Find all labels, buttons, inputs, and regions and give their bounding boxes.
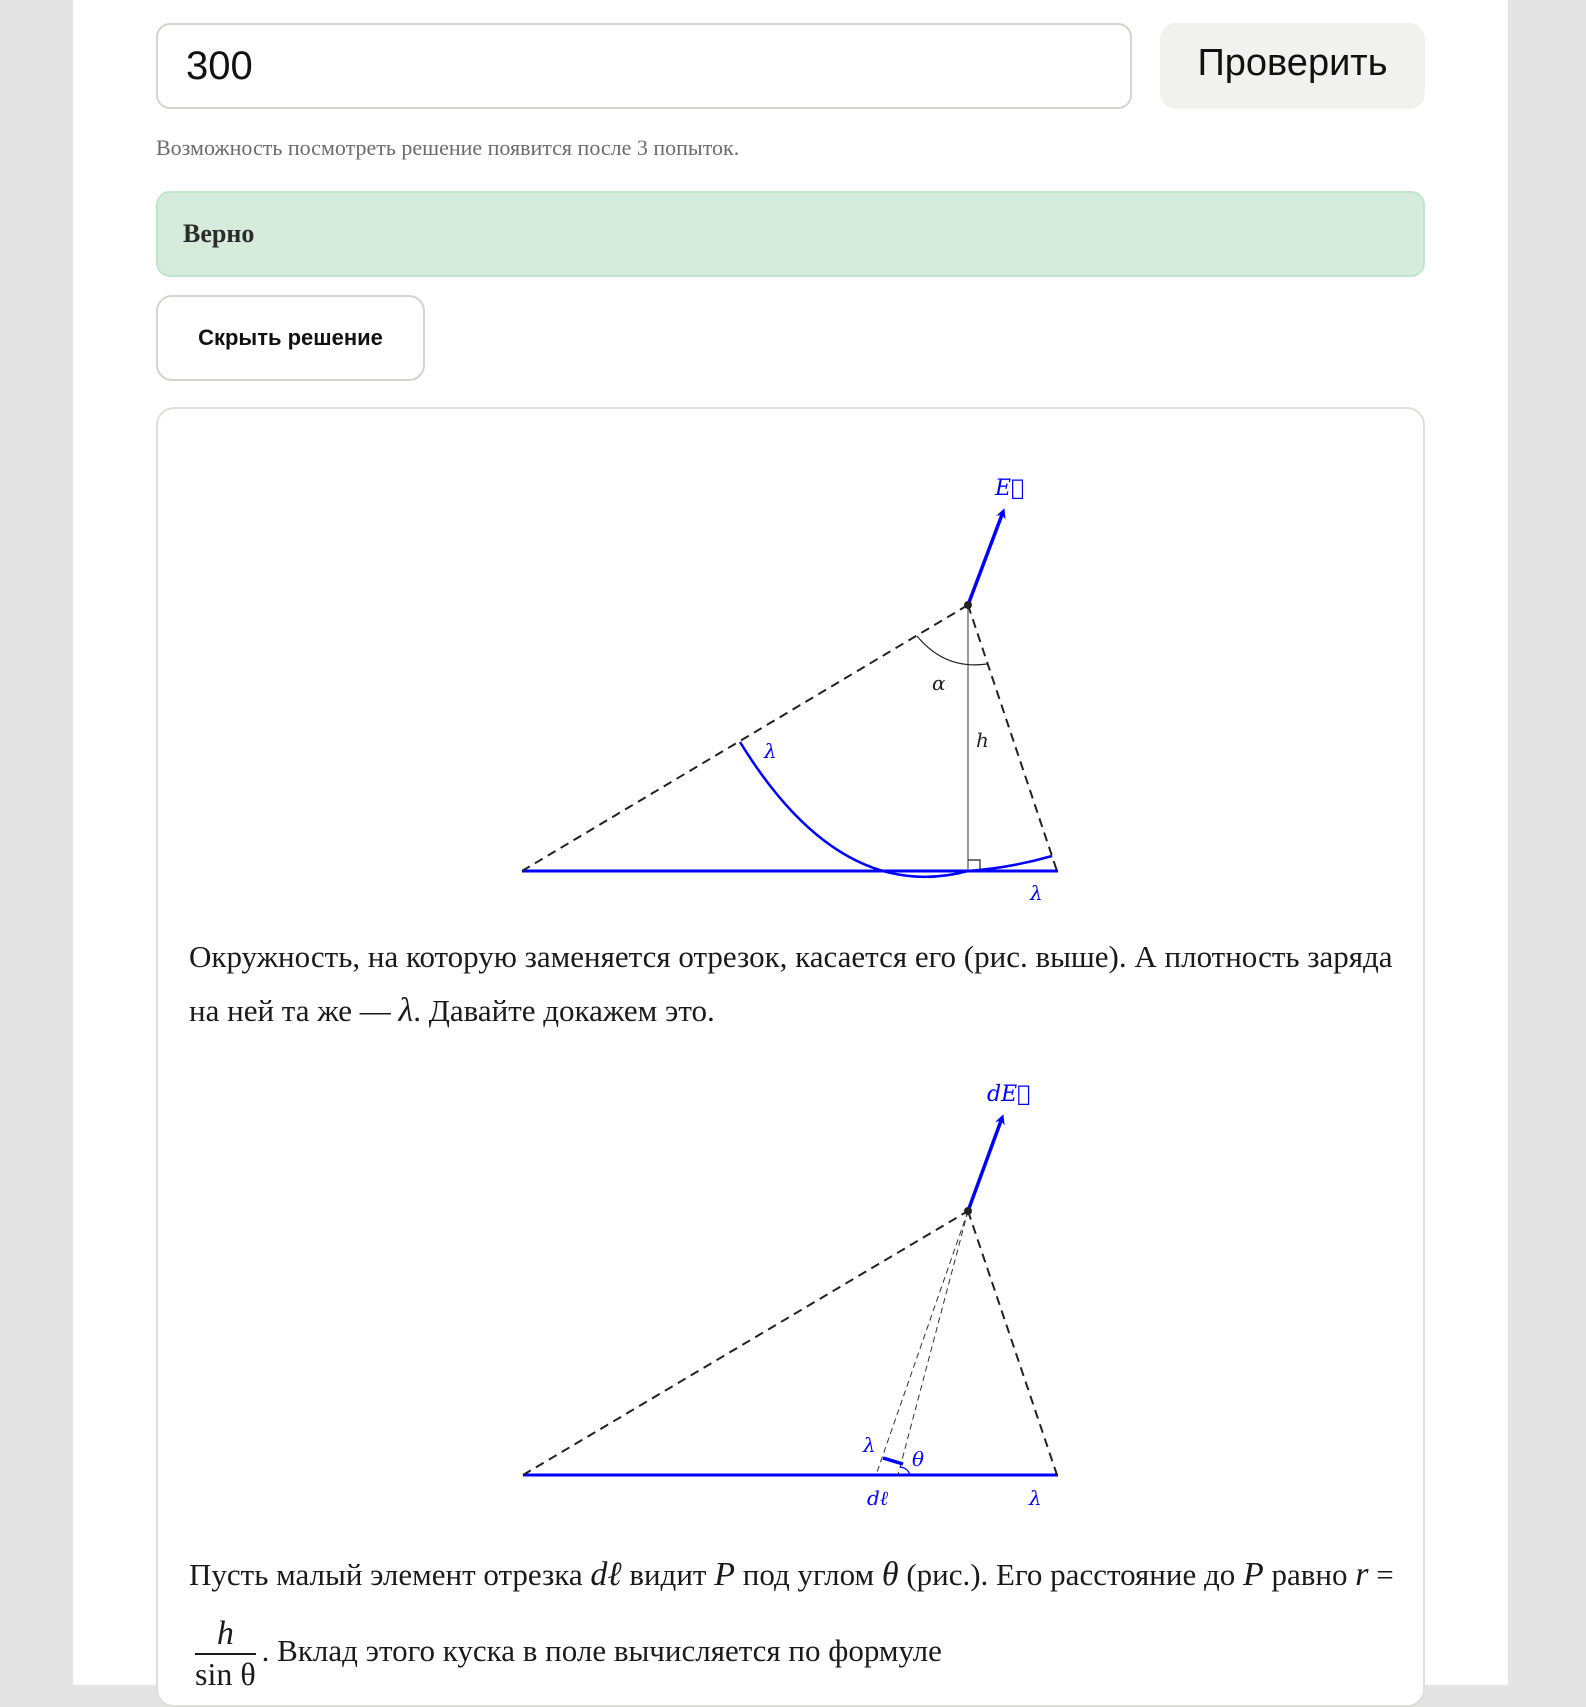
- text: Окружность, на которую заменяется отрезок, касается его (рис. выше). А плотность заряда на ней та же —: [189, 939, 1393, 1028]
- element-segment: [883, 1458, 903, 1464]
- figure-2: [523, 1082, 1058, 1510]
- label-h: h: [976, 728, 989, 752]
- hide-solution-button[interactable]: Скрыть решение: [156, 295, 425, 381]
- dashed-left: [523, 1211, 968, 1475]
- label-alpha: α: [932, 671, 946, 695]
- angle-alpha-arc: [917, 636, 987, 665]
- dashed-left: [522, 605, 968, 871]
- label-dl: dℓ: [867, 1486, 889, 1510]
- label-lambda-line: λ: [1030, 881, 1043, 905]
- text: видит: [621, 1557, 715, 1592]
- label-theta: θ: [912, 1447, 925, 1471]
- fraction: [195, 1615, 256, 1693]
- math-p: P: [714, 1556, 735, 1593]
- point-p: [964, 1207, 972, 1215]
- text: (рис.). Его расстояние до: [898, 1557, 1243, 1592]
- answer-input[interactable]: 300: [156, 23, 1132, 109]
- math-theta: θ: [881, 1556, 899, 1593]
- label-lambda-line: λ: [1029, 1486, 1042, 1510]
- text: под углом: [735, 1557, 882, 1592]
- e-vector-arrow: [968, 512, 1003, 605]
- text: . Давайте докажем это.: [413, 993, 715, 1028]
- fraction-denominator: sin θ: [195, 1655, 256, 1692]
- thin-ray-1: [876, 1211, 968, 1475]
- fraction-numerator: h: [195, 1615, 256, 1655]
- dashed-right: [968, 1211, 1057, 1475]
- math-equals: =: [1368, 1557, 1394, 1592]
- text: Пусть малый элемент отрезка: [189, 1557, 591, 1592]
- math-dl: dℓ: [590, 1556, 622, 1593]
- math-r: r: [1355, 1556, 1369, 1593]
- attempts-hint: Возможность посмотреть решение появится после 3 попыток.: [156, 135, 740, 160]
- solution-paragraph-2: [189, 1537, 1409, 1693]
- figure-1: [522, 476, 1058, 905]
- label-de: dE⃗: [987, 1082, 1031, 1107]
- solution-paragraph-1: [189, 930, 1409, 1038]
- text: равно: [1263, 1557, 1356, 1592]
- label-lambda-seg: λ: [863, 1433, 876, 1457]
- de-vector-arrow: [968, 1118, 1002, 1211]
- math-lambda: λ: [398, 992, 414, 1029]
- result-text: Верно: [183, 219, 255, 248]
- check-button[interactable]: Проверить: [1160, 23, 1425, 109]
- label-lambda-arc: λ: [764, 739, 777, 763]
- text: . Вклад этого куска в поле вычисляется по формуле: [261, 1633, 942, 1668]
- math-p: P: [1242, 1556, 1264, 1593]
- thin-ray-2: [898, 1211, 968, 1475]
- label-e: E⃗: [995, 476, 1025, 501]
- point-p: [964, 601, 972, 609]
- charge-arc: [740, 742, 1052, 877]
